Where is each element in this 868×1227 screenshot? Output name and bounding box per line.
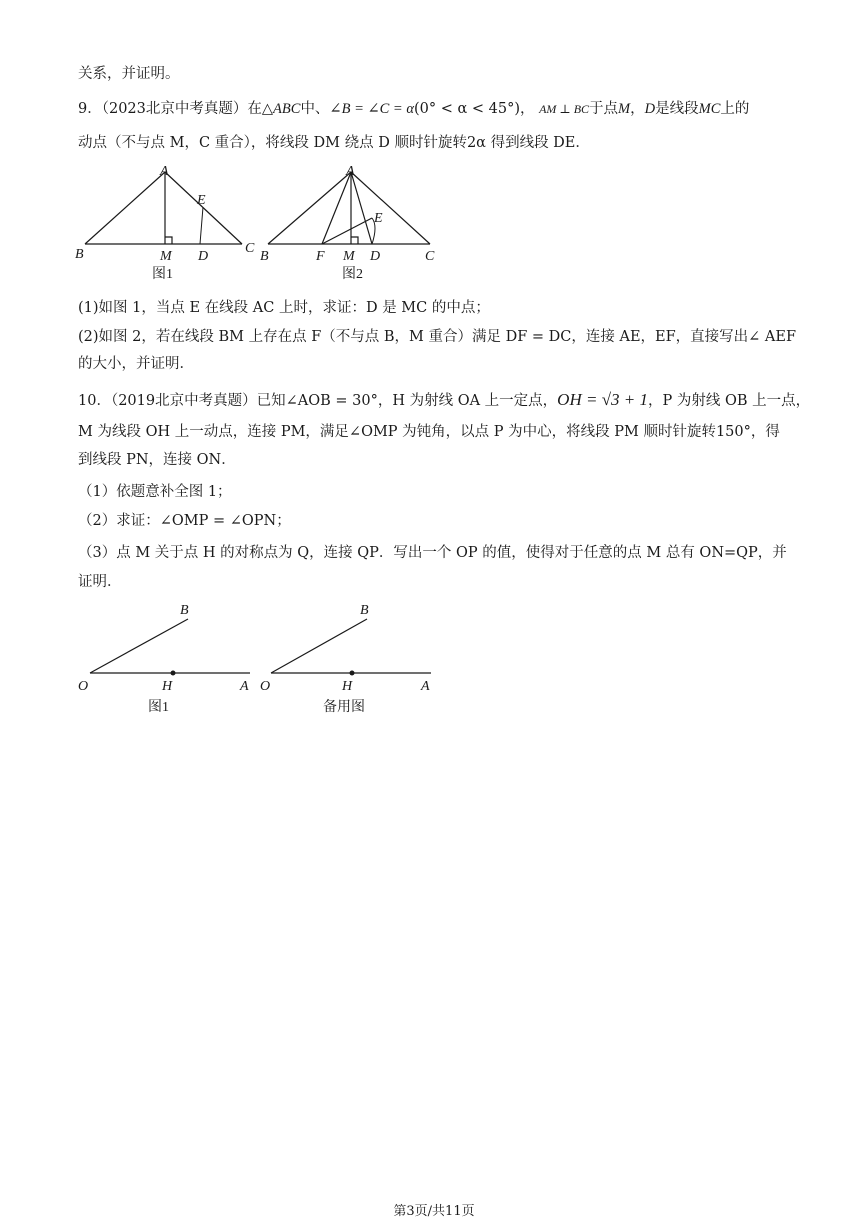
q10-fig1-label-A: A — [240, 679, 249, 694]
q10-oh-formula: OH = √3 + 1 — [557, 390, 648, 409]
q10-fig1-point-H — [171, 671, 176, 676]
q9-number: 9． — [78, 101, 102, 117]
q10-part3-line1: （3）点 M 关于点 H 的对称点为 Q，连接 QP．写出一个 OP 的值，使得对于任意的点 M 总有 ON=QP，并 — [78, 545, 787, 561]
q10-line1: 10．（2019北京中考真题）已知∠AOB = 30°，H 为射线 OA 上一定点，OH = √3 + 1，P 为射线 OB 上一点， — [78, 390, 811, 409]
q9-fig2-label-C: C — [425, 249, 435, 264]
q9-source: （2023北京中考真题） — [101, 101, 248, 117]
q9-fig1-label-D: D — [198, 249, 209, 264]
q10-fig2-label-A: A — [421, 679, 430, 694]
q10-fig2-label-H: H — [342, 679, 353, 694]
q10-fig2-caption: 备用图 — [323, 700, 365, 715]
q9-fig2-caption: 图2 — [342, 267, 363, 282]
q9-fig1-caption: 图1 — [152, 267, 173, 282]
page-footer: 第3页/共11页 — [393, 1204, 475, 1219]
q10-fig1-label-B: B — [180, 603, 189, 618]
q10-part1: （1）依题意补全图 1； — [78, 484, 232, 500]
q10-source: （2019北京中考真题） — [110, 393, 257, 409]
q9-fig1-label-C: C — [245, 241, 255, 256]
q9-part1: (1)如图 1，当点 E 在线段 AC 上时，求证：D 是 MC 的中点； — [78, 300, 490, 316]
q10-fig1-label-H: H — [162, 679, 173, 694]
q9-fig2-label-M: M — [343, 249, 355, 264]
q9-fig2-label-B: B — [260, 249, 269, 264]
q9-figures — [70, 160, 450, 290]
q9-figure-2 — [268, 172, 430, 244]
q10-part2: （2）求证：∠OMP = ∠OPN； — [78, 513, 291, 529]
q9-fig1-label-A: A — [160, 164, 169, 179]
q10-number: 10． — [78, 393, 111, 409]
q10-fig2-label-O: O — [260, 679, 271, 694]
q10-figure-2 — [271, 619, 431, 673]
q10-line3: 到线段 PN，连接 ON． — [78, 452, 236, 468]
q10-part3-line2: 证明． — [78, 574, 122, 590]
q9-part2-line2: 的大小，并证明． — [78, 356, 194, 372]
q9-line2: 动点（不与点 M，C 重合），将线段 DM 绕点 D 顺时针旋转2α 得到线段 DE． — [78, 135, 590, 151]
q10-line2: M 为线段 OH 上一动点，连接 PM，满足∠OMP 为钝角，以点 P 为中心，将线段 PM 顺时针旋转150°，得 — [78, 424, 780, 440]
q9-fig1-label-M: M — [160, 249, 172, 264]
q9-fig1-label-B: B — [75, 247, 84, 262]
previous-question-tail: 关系，并证明。 — [78, 66, 180, 82]
q10-figures — [70, 595, 450, 720]
q10-fig2-label-B: B — [360, 603, 369, 618]
q9-figure-1 — [85, 172, 242, 244]
q9-fig2-label-E: E — [374, 211, 383, 226]
q9-fig1-label-E: E — [197, 193, 206, 208]
q9-fig2-label-D: D — [370, 249, 381, 264]
q10-fig2-point-H — [350, 671, 355, 676]
q9-line1: 9．（2023北京中考真题）在△ABC中、∠B = ∠C = α(0° < α < 45°)， AM ⊥ BC于点M，D是线段MC上的 — [78, 101, 750, 117]
q9-fig2-label-A: A — [346, 164, 355, 179]
q10-figure-1 — [90, 619, 250, 673]
q9-fig2-label-F: F — [316, 249, 325, 264]
q9-part2-line1: (2)如图 2，若在线段 BM 上存在点 F（不与点 B，M 重合）满足 DF = DC，连接 AE，EF，直接写出∠ AEF — [78, 329, 797, 345]
q10-fig1-caption: 图1 — [148, 700, 169, 715]
q10-fig1-label-O: O — [78, 679, 89, 694]
